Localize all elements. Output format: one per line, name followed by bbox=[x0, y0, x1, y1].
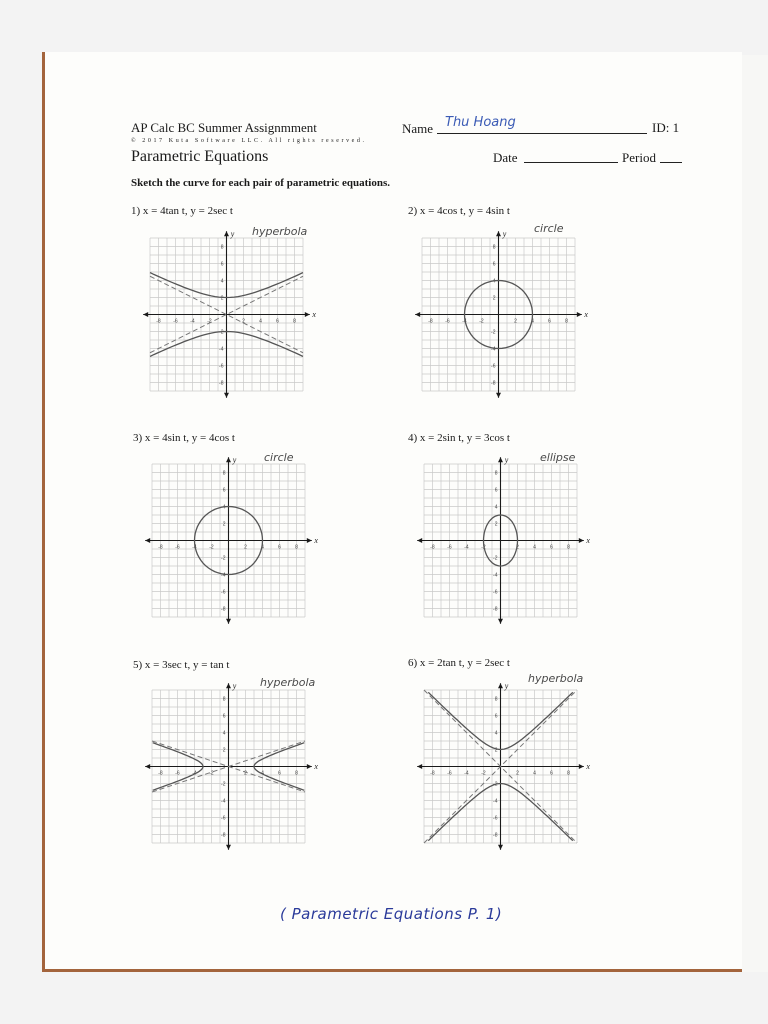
y-axis-name: y bbox=[502, 229, 507, 239]
y-tick-label: -4 bbox=[221, 572, 226, 579]
x-tick-label: 6 bbox=[550, 544, 553, 551]
y-arrow-up bbox=[498, 457, 503, 462]
x-tick-label: -2 bbox=[481, 770, 486, 777]
y-tick-label: 2 bbox=[222, 747, 226, 754]
y-tick-label: 4 bbox=[494, 504, 498, 511]
x-tick-label: -8 bbox=[428, 318, 433, 325]
y-arrow-up bbox=[496, 231, 501, 236]
y-tick-label: -8 bbox=[491, 380, 496, 387]
x-tick-label: -8 bbox=[430, 770, 435, 777]
x-tick-label: -4 bbox=[190, 318, 195, 325]
x-tick-label: -8 bbox=[158, 544, 163, 551]
y-tick-label: -2 bbox=[493, 781, 498, 788]
period-line bbox=[660, 162, 682, 163]
y-tick-label: 8 bbox=[222, 696, 226, 703]
problem-2-label: 2) x = 4cos t, y = 4sin t bbox=[408, 205, 510, 217]
problem-4-annotation: ellipse bbox=[540, 451, 576, 464]
x-tick-label: 4 bbox=[261, 544, 264, 551]
x-axis-name: x bbox=[314, 536, 318, 546]
x-tick-label: -6 bbox=[175, 770, 180, 777]
y-tick-label: -6 bbox=[491, 363, 496, 370]
x-tick-label: 8 bbox=[565, 318, 568, 325]
y-tick-label: -8 bbox=[219, 380, 224, 387]
problem-5-graph bbox=[140, 678, 318, 860]
y-tick-label: 6 bbox=[494, 487, 498, 494]
y-tick-label: -6 bbox=[219, 363, 224, 370]
x-tick-label: -6 bbox=[173, 318, 178, 325]
y-tick-label: 2 bbox=[220, 295, 224, 302]
x-tick-label: -4 bbox=[192, 770, 197, 777]
x-axis-name: x bbox=[584, 310, 588, 320]
x-tick-label: 8 bbox=[295, 770, 298, 777]
x-arrow-left bbox=[143, 312, 148, 317]
x-tick-label: -8 bbox=[158, 770, 163, 777]
instructions: Sketch the curve for each pair of parametric equations. bbox=[131, 177, 390, 189]
y-arrow-down bbox=[226, 845, 231, 850]
course-title: AP Calc BC Summer Assignmment bbox=[131, 120, 317, 135]
y-tick-label: -2 bbox=[491, 329, 496, 336]
x-tick-label: 4 bbox=[531, 318, 534, 325]
y-arrow-up bbox=[498, 683, 503, 688]
y-tick-label: -8 bbox=[493, 606, 498, 613]
x-tick-label: -2 bbox=[209, 770, 214, 777]
x-tick-label: -6 bbox=[175, 544, 180, 551]
name-line bbox=[437, 133, 647, 134]
y-tick-label: -4 bbox=[221, 798, 226, 805]
problem-3-graph bbox=[140, 452, 318, 634]
x-tick-label: -2 bbox=[481, 544, 486, 551]
y-tick-label: -4 bbox=[219, 346, 224, 353]
problem-2-graph bbox=[410, 226, 588, 408]
x-tick-label: 8 bbox=[567, 544, 570, 551]
period-label: Period bbox=[622, 150, 656, 165]
y-tick-label: 6 bbox=[222, 713, 226, 720]
y-tick-label: 6 bbox=[222, 487, 226, 494]
x-tick-label: 6 bbox=[548, 318, 551, 325]
x-axis-name: x bbox=[312, 310, 316, 320]
y-tick-label: -8 bbox=[221, 832, 226, 839]
date-label: Date bbox=[493, 150, 518, 165]
problem-5-label: 5) x = 3sec t, y = tan t bbox=[133, 659, 230, 671]
problem-4-graph bbox=[412, 452, 590, 634]
x-tick-label: 8 bbox=[295, 544, 298, 551]
problem-3-annotation: circle bbox=[264, 451, 294, 464]
x-tick-label: 2 bbox=[244, 544, 247, 551]
y-tick-label: 4 bbox=[494, 730, 498, 737]
x-tick-label: -4 bbox=[464, 770, 469, 777]
x-tick-label: 4 bbox=[259, 318, 262, 325]
date-line bbox=[524, 162, 618, 163]
problem-6-label: 6) x = 2tan t, y = 2sec t bbox=[408, 657, 510, 669]
background-top bbox=[0, 0, 768, 55]
x-arrow-left bbox=[417, 764, 422, 769]
y-arrow-up bbox=[226, 683, 231, 688]
x-tick-label: 8 bbox=[567, 770, 570, 777]
y-tick-label: 4 bbox=[222, 504, 226, 511]
problem-6-annotation: hyperbola bbox=[528, 672, 584, 685]
y-tick-label: 8 bbox=[494, 470, 498, 477]
y-arrow-down bbox=[224, 393, 229, 398]
problem-2-annotation: circle bbox=[534, 222, 564, 235]
y-tick-label: 8 bbox=[222, 470, 226, 477]
x-tick-label: -2 bbox=[207, 318, 212, 325]
x-axis-name: x bbox=[314, 762, 318, 772]
x-arrow-left bbox=[145, 764, 150, 769]
y-tick-label: 4 bbox=[222, 730, 226, 737]
y-tick-label: 2 bbox=[494, 521, 498, 528]
x-arrow-left bbox=[417, 538, 422, 543]
y-tick-label: -4 bbox=[493, 798, 498, 805]
problem-1-graph bbox=[138, 226, 316, 408]
background-bottom bbox=[0, 972, 768, 1024]
x-tick-label: 2 bbox=[516, 770, 519, 777]
x-tick-label: 8 bbox=[293, 318, 296, 325]
footer-handwritten-note: ( Parametric Equations P. 1) bbox=[280, 905, 503, 923]
y-tick-label: 4 bbox=[220, 278, 224, 285]
y-arrow-down bbox=[498, 845, 503, 850]
y-arrow-up bbox=[226, 457, 231, 462]
y-tick-label: 6 bbox=[492, 261, 496, 268]
y-tick-label: 2 bbox=[494, 747, 498, 754]
x-tick-label: 6 bbox=[550, 770, 553, 777]
y-tick-label: -2 bbox=[493, 555, 498, 562]
y-tick-label: -6 bbox=[493, 815, 498, 822]
y-arrow-down bbox=[226, 619, 231, 624]
x-axis-name: x bbox=[586, 536, 590, 546]
x-tick-label: 6 bbox=[278, 544, 281, 551]
x-tick-label: -6 bbox=[447, 544, 452, 551]
x-arrow-left bbox=[415, 312, 420, 317]
x-tick-label: 4 bbox=[261, 770, 264, 777]
y-tick-label: 8 bbox=[492, 244, 496, 251]
y-tick-label: 8 bbox=[494, 696, 498, 703]
problem-5-annotation: hyperbola bbox=[260, 676, 316, 689]
y-tick-label: 8 bbox=[220, 244, 224, 251]
y-axis-name: y bbox=[504, 681, 509, 691]
x-tick-label: 2 bbox=[514, 318, 517, 325]
name-label: Name bbox=[402, 121, 434, 136]
y-arrow-down bbox=[498, 619, 503, 624]
worksheet-title: Parametric Equations bbox=[131, 148, 269, 165]
x-tick-label: 2 bbox=[516, 544, 519, 551]
y-tick-label: 6 bbox=[494, 713, 498, 720]
y-tick-label: -4 bbox=[491, 346, 496, 353]
y-axis-name: y bbox=[230, 229, 235, 239]
x-tick-label: -4 bbox=[462, 318, 467, 325]
x-tick-label: -4 bbox=[464, 544, 469, 551]
y-tick-label: 2 bbox=[222, 521, 226, 528]
copyright-line: © 2017 Kuta Software LLC. All rights reserved. bbox=[131, 138, 367, 144]
y-tick-label: 4 bbox=[492, 278, 496, 285]
x-tick-label: -8 bbox=[156, 318, 161, 325]
x-tick-label: 2 bbox=[244, 770, 247, 777]
y-axis-name: y bbox=[232, 455, 237, 465]
y-tick-label: 2 bbox=[492, 295, 496, 302]
y-tick-label: -2 bbox=[219, 329, 224, 336]
y-tick-label: 6 bbox=[220, 261, 224, 268]
x-tick-label: 4 bbox=[533, 770, 536, 777]
x-tick-label: 2 bbox=[242, 318, 245, 325]
y-tick-label: -6 bbox=[493, 589, 498, 596]
name-handwritten: Thu Hoang bbox=[445, 115, 516, 130]
x-arrow-left bbox=[145, 538, 150, 543]
x-tick-label: -2 bbox=[479, 318, 484, 325]
y-tick-label: -2 bbox=[221, 781, 226, 788]
background-left bbox=[0, 0, 42, 1024]
y-arrow-up bbox=[224, 231, 229, 236]
y-axis-name: y bbox=[232, 681, 237, 691]
id-label: ID: 1 bbox=[652, 120, 680, 135]
x-tick-label: 6 bbox=[276, 318, 279, 325]
y-axis-name: y bbox=[504, 455, 509, 465]
x-tick-label: 4 bbox=[533, 544, 536, 551]
x-axis-name: x bbox=[586, 762, 590, 772]
problem-4-label: 4) x = 2sin t, y = 3cos t bbox=[408, 432, 510, 444]
y-tick-label: -8 bbox=[493, 832, 498, 839]
problem-1-label: 1) x = 4tan t, y = 2sec t bbox=[131, 205, 233, 217]
y-arrow-down bbox=[496, 393, 501, 398]
x-tick-label: -4 bbox=[192, 544, 197, 551]
x-tick-label: -2 bbox=[209, 544, 214, 551]
x-tick-label: 6 bbox=[278, 770, 281, 777]
problem-6-graph bbox=[412, 678, 590, 860]
x-tick-label: -8 bbox=[430, 544, 435, 551]
y-tick-label: -6 bbox=[221, 589, 226, 596]
problem-3-label: 3) x = 4sin t, y = 4cos t bbox=[133, 432, 235, 444]
y-tick-label: -8 bbox=[221, 606, 226, 613]
y-tick-label: -4 bbox=[493, 572, 498, 579]
y-tick-label: -2 bbox=[221, 555, 226, 562]
problem-1-annotation: hyperbola bbox=[252, 225, 308, 238]
x-tick-label: -6 bbox=[447, 770, 452, 777]
y-tick-label: -6 bbox=[221, 815, 226, 822]
x-tick-label: -6 bbox=[445, 318, 450, 325]
